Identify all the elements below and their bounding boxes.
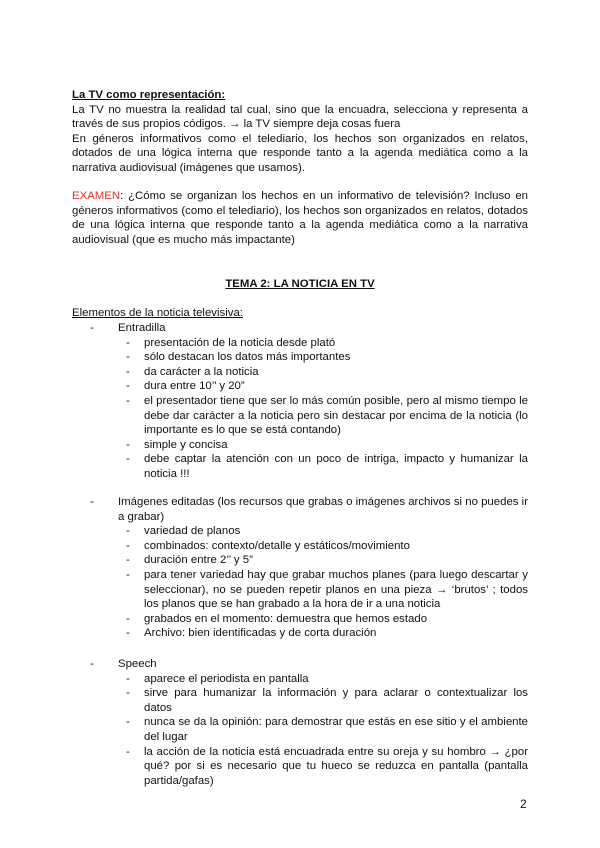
list-group-imagenes — [72, 495, 528, 641]
dash-bullet: - — [126, 453, 130, 466]
sub-list-item-text: para tener variedad hay que grabar muchos planes (para luego descartar y seleccionar), no se pueden repetir planos en una pieza → ‘brutos’ ; todos los planos que se han grabado a la hora de ir a una noticia — [144, 568, 528, 611]
sub-list-item-text: presentación de la noticia desde plató — [144, 336, 336, 349]
sub-list-item — [72, 672, 528, 687]
sub-list-item-text: aparece el periodista en pantalla — [144, 672, 309, 685]
list-item — [72, 657, 528, 672]
list-item — [72, 321, 528, 336]
dash-bullet: - — [90, 496, 94, 508]
sub-list-item — [72, 568, 528, 612]
sub-list-item — [72, 379, 528, 394]
section-tv-representation — [72, 88, 528, 176]
list-item-label: Imágenes editadas (los recursos que grabas o imágenes archivos si no puedes ir a grabar) — [118, 496, 528, 523]
paragraph: La TV no muestra la realidad tal cual, sino que la encuadra, selecciona y representa a través de sus propios códigos. → la TV siempre deja cosas fuera — [72, 103, 528, 131]
sub-list-item — [72, 553, 528, 568]
sub-list-item-text: simple y concisa — [144, 438, 228, 451]
sub-list-item — [72, 350, 528, 365]
sub-list-item — [72, 539, 528, 554]
sub-list-item — [72, 686, 528, 715]
sub-list — [72, 524, 528, 641]
dash-bullet: - — [126, 554, 130, 567]
dash-bullet: - — [126, 438, 130, 451]
sub-list-item — [72, 336, 528, 351]
dash-bullet: - — [126, 380, 130, 393]
list-group-speech — [72, 657, 528, 788]
sub-list-item — [72, 745, 528, 789]
page-number: 2 — [520, 797, 527, 811]
dash-bullet: - — [126, 351, 130, 364]
dash-bullet: - — [126, 539, 130, 552]
dash-bullet: - — [126, 672, 130, 685]
sub-list — [72, 672, 528, 789]
exam-text: : ¿Cómo se organizan los hechos en un informativo de televisión? Incluso en géneros informativos (como el telediario), los hechos son organizados en relatos, dotados de una lógica interna que responde tanto a la agenda mediática como a la narrativa audiovisual (que es mucho más impactante) — [72, 190, 528, 246]
sub-list-item-text: duración entre 2’’ y 5” — [144, 554, 253, 567]
exam-label: EXAMEN — [72, 190, 121, 202]
paragraph: En géneros informativos como el telediario, los hechos son organizados en relatos, dotados de una lógica interna que responde tanto a la agenda mediática como a la narrativa audiovisual (imágenes que usamos). — [72, 132, 528, 174]
dash-bullet: - — [126, 336, 130, 349]
sub-list-item-text: grabados en el momento: demuestra que hemos estado — [144, 612, 428, 625]
sub-list-item — [72, 626, 528, 641]
section-heading: La TV como representación: — [72, 89, 226, 101]
sub-list-item-text: nunca se da la opinión: para demostrar que estás en ese sitio y el ambiente del lugar — [144, 716, 528, 743]
dash-bullet: - — [126, 394, 130, 407]
list-item-label: Speech — [118, 658, 157, 670]
dash-bullet: - — [126, 568, 130, 581]
sub-list — [72, 336, 528, 482]
dash-bullet: - — [90, 322, 94, 334]
sub-list-item-text: la acción de la noticia está encuadrada entre su oreja y su hombro → ¿por qué? por si es necesario que tu hueco se reduzca en pantalla (pantalla partida/gafas) — [144, 745, 528, 787]
sub-list-item — [72, 438, 528, 453]
sub-list-item-text: sólo destacan los datos más importantes — [144, 351, 351, 364]
dash-bullet: - — [126, 745, 130, 758]
sub-list-item — [72, 394, 528, 438]
sub-list-item-text: Archivo: bien identificadas y de corta duración — [144, 627, 377, 640]
dash-bullet: - — [126, 627, 130, 640]
dash-bullet: - — [126, 365, 130, 378]
dash-bullet: - — [90, 658, 94, 670]
sub-list-item-text: da carácter a la noticia — [144, 365, 259, 378]
sub-list-item-text: variedad de planos — [144, 525, 241, 538]
sub-list-item — [72, 452, 528, 481]
sub-list-item — [72, 365, 528, 380]
subsection-heading: Elementos de la noticia televisiva: — [72, 307, 243, 319]
sub-list-item — [72, 524, 528, 539]
list-group-entradilla — [72, 321, 528, 482]
dash-bullet: - — [126, 687, 130, 700]
dash-bullet: - — [126, 525, 130, 538]
exam-paragraph — [72, 189, 528, 247]
sub-list-item-text: el presentador tiene que ser lo más común posible, pero al mismo tiempo le debe dar carácter a la noticia pero sin destacar por encima de la noticia (lo importante es lo que se está contando) — [144, 394, 528, 437]
sub-list-item — [72, 612, 528, 627]
sub-list-item-text: debe captar la atención con un poco de intriga, impacto y humanizar la noticia !!! — [144, 453, 528, 480]
sub-list-item-text: combinados: contexto/detalle y estáticos/movimiento — [144, 539, 410, 552]
dash-bullet: - — [126, 716, 130, 729]
page-title: TEMA 2: LA NOTICIA EN TV — [225, 278, 375, 290]
list-item-label: Entradilla — [118, 322, 166, 334]
dash-bullet: - — [126, 612, 130, 625]
sub-list-item — [72, 715, 528, 744]
sub-list-item-text: dura entre 10’’ y 20” — [144, 380, 245, 393]
sub-list-item-text: sirve para humanizar la información y para aclarar o contextualizar los datos — [144, 687, 528, 714]
list-item — [72, 495, 528, 524]
